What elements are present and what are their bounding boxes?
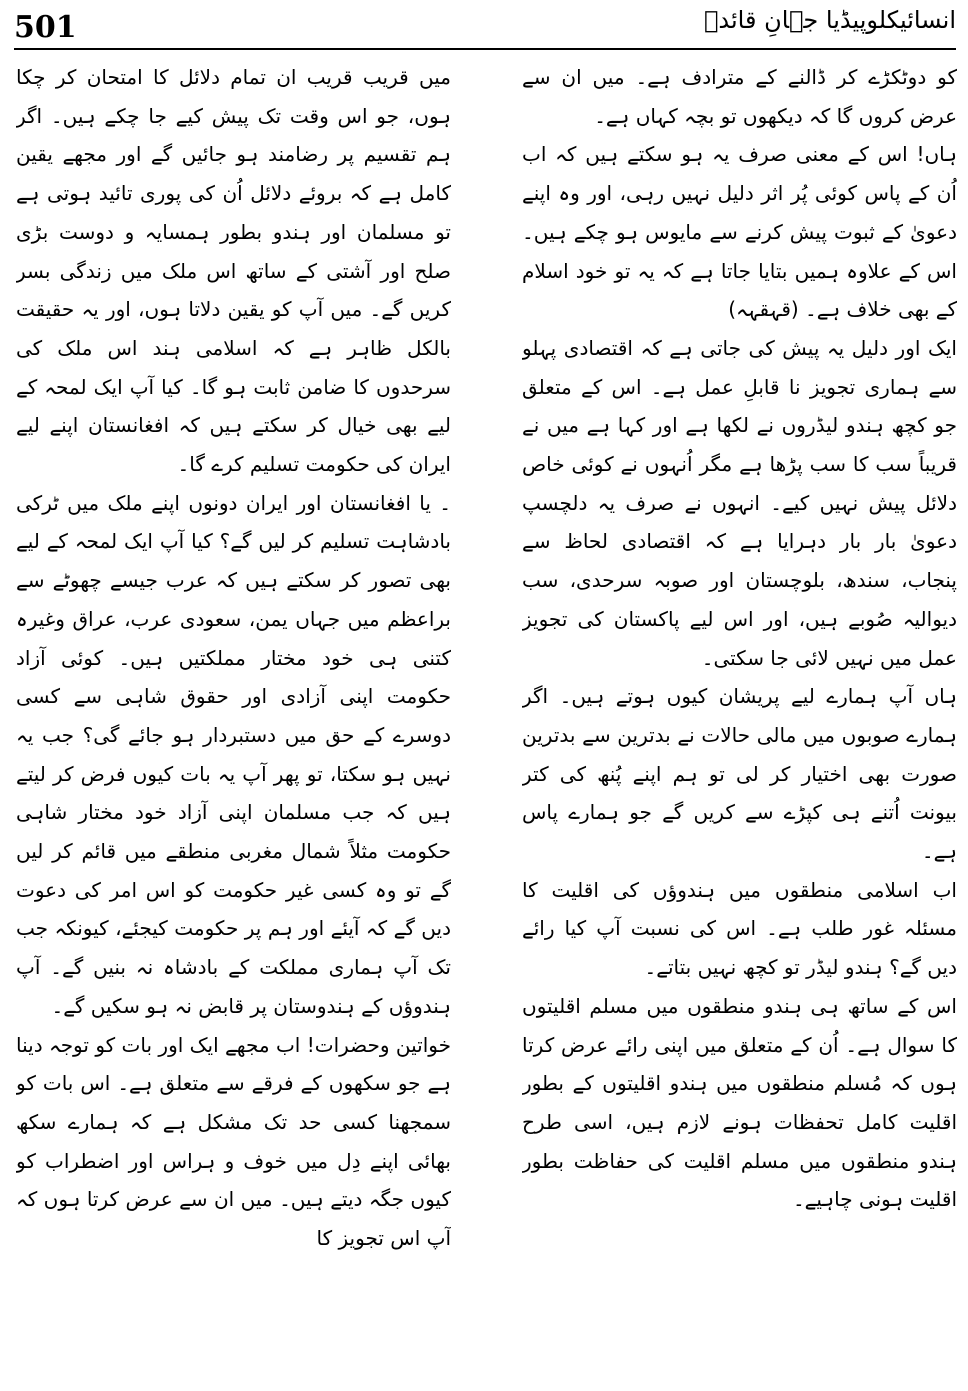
paragraph: ایک اور دلیل یہ پیش کی جاتی ہے کہ اقتصادی پہلو سے ہماری تجویز نا قابلِ عمل ہے۔ اس کے متعلق جو کچھ ہندو لیڈروں نے لکھا ہے اور کہا ہے میں نے قریباً سب کا سب پڑھا ہے مگر اُنہوں نے کوئی خاص دلائل پیش نہیں کیے۔ انہوں نے صرف یہ دلچسپ دعویٰ بار بار دہرایا ہے کہ اقتصادی لحاظ سے پنجاب، سندھ، بلوچستان اور صوبہ سرحدی، سب دیوالیہ صُوبے ہیں، اور اس لیے پاکستان کی تجویز عمل میں نہیں لائی جا سکتی۔: [522, 335, 957, 670]
paragraph: ہاں! اس کے معنی صرف یہ ہو سکتے ہیں کہ اب اُن کے پاس کوئی پُر اثر دلیل نہیں رہی، اور وہ اپنے دعویٰ کے ثبوت پیش کرنے سے مایوس ہو چکے ہیں۔ اس کے علاوہ ہمیں بتایا جاتا ہے کہ یہ تو خود اسلام کے بھی خلاف ہے۔ (قہقہہ): [522, 142, 957, 322]
page-number: 501: [14, 10, 77, 45]
left-text-column: [16, 58, 451, 1384]
right-text-column: [522, 58, 957, 1384]
paragraph: ہاں آپ ہمارے لیے پریشان کیوں ہوتے ہیں۔ اگر ہمارے صوبوں میں مالی حالات نے بدترین سے بدترین صورت بھی اختیار کر لی تو ہم اپنے پُنھ کی کتر بیونت اُتنے ہی کپڑے سے کریں گے جو ہمارے پاس ہے۔: [522, 684, 957, 864]
paragraph: اس کے ساتھ ہی ہندو منطقوں میں مسلم اقلیتوں کا سوال ہے۔ اُن کے متعلق میں اپنی رائے عرض کرتا ہوں کہ مُسلم منطقوں میں ہندو اقلیتوں کے بطور اقلیت کامل تحفظات ہونے لازم ہیں، اسی طرح ہندو منطقوں میں مسلم اقلیت کی حفاظت بطور اقلیت ہونی چاہیے۔: [522, 993, 957, 1212]
paragraph: کو دوٹکڑے کر ڈالنے کے مترادف ہے۔ میں ان سے عرض کروں گا کہ دیکھوں تو بچہ کہاں ہے۔: [522, 65, 957, 128]
paragraph: خواتین وحضرات! اب مجھے ایک اور بات کو توجہ دینا ہے جو سکھوں کے فرقے سے متعلق ہے۔ اس بات کو سمجھنا کسی حد تک مشکل ہے کہ ہمارے سکھ بھائی اپنے دِل میں خوف و ہراس اور اضطراب کو کیوں جگہ دیتے ہیں۔ میں ان سے عرض کرتا ہوں کہ آپ اس تجویز کا: [16, 1032, 451, 1251]
paragraph: میں قریب قریب ان تمام دلائل کا امتحان کر چکا ہوں، جو اس وقت تک پیش کیے جا چکے ہیں۔ اگر ہم تقسیم پر رضامند ہو جائیں گے اور مجھے یقین کامل ہے کہ بروئے دلائل اُن کی پوری تائید ہوتی ہے تو مسلمان اور ہندو بطور ہمسایہ و دوست بڑی صلح اور آشتی کے ساتھ اس ملک میں زندگی بسر کریں گے۔ میں آپ کو یقین دلاتا ہوں، اور یہ حقیقت بالکل ظاہر ہے کہ اسلامی ہند اس ملک کی سرحدوں کا ضامن ثابت ہو گا۔ کیا آپ ایک لمحہ کے لیے بھی خیال کر سکتے ہیں کہ افغانستان اپنے لیے ایران کی حکومت تسلیم کرے گا۔: [16, 65, 451, 477]
header-rule: [14, 48, 956, 50]
page-header: [8, 4, 960, 52]
paragraph: اب اسلامی منطقوں میں ہندوؤں کی اقلیت کا مسئلہ غور طلب ہے۔ اس کی نسبت آپ کیا رائے دیں گے؟ ہندو لیڈر تو کچھ نہیں بتاتے۔: [522, 877, 957, 980]
running-title: انسائیکلوپیڈیا جہانِ قائدؒ: [704, 6, 956, 34]
paragraph: ۔ یا افغانستان اور ایران دونوں اپنے ملک میں ٹرکی بادشاہت تسلیم کر لیں گے؟ کیا آپ ایک لمحہ کے لیے بھی تصور کر سکتے ہیں کہ عرب جیسے چھوٹے سے براعظم میں جہاں یمن، سعودی عرب، عراق وغیرہ کتنی ہی خود مختار مملکتیں ہیں۔ کوئی آزاد حکومت اپنی آزادی اور حقوق شاہی سے کسی دوسرے کے حق میں دستبردار ہو جائے گی؟ جب یہ نہیں ہو سکتا، تو پھر آپ یہ بات کیوں فرض کر لیتے ہیں کہ جب مسلمان اپنی آزاد خود مختار شاہی حکومت مثلاً شمال مغربی منطقے میں قائم کر لیں گے تو وہ کسی غیر حکومت کو اس امر کی دعوت دیں گے کہ آیئے اور ہم پر حکومت کیجئے، کیونکہ جب تک آپ ہماری مملکت کے بادشاہ نہ بنیں گے۔ آپ ہندوؤں کے ہندوستان پر قابض نہ ہو سکیں گے۔: [16, 490, 451, 1018]
